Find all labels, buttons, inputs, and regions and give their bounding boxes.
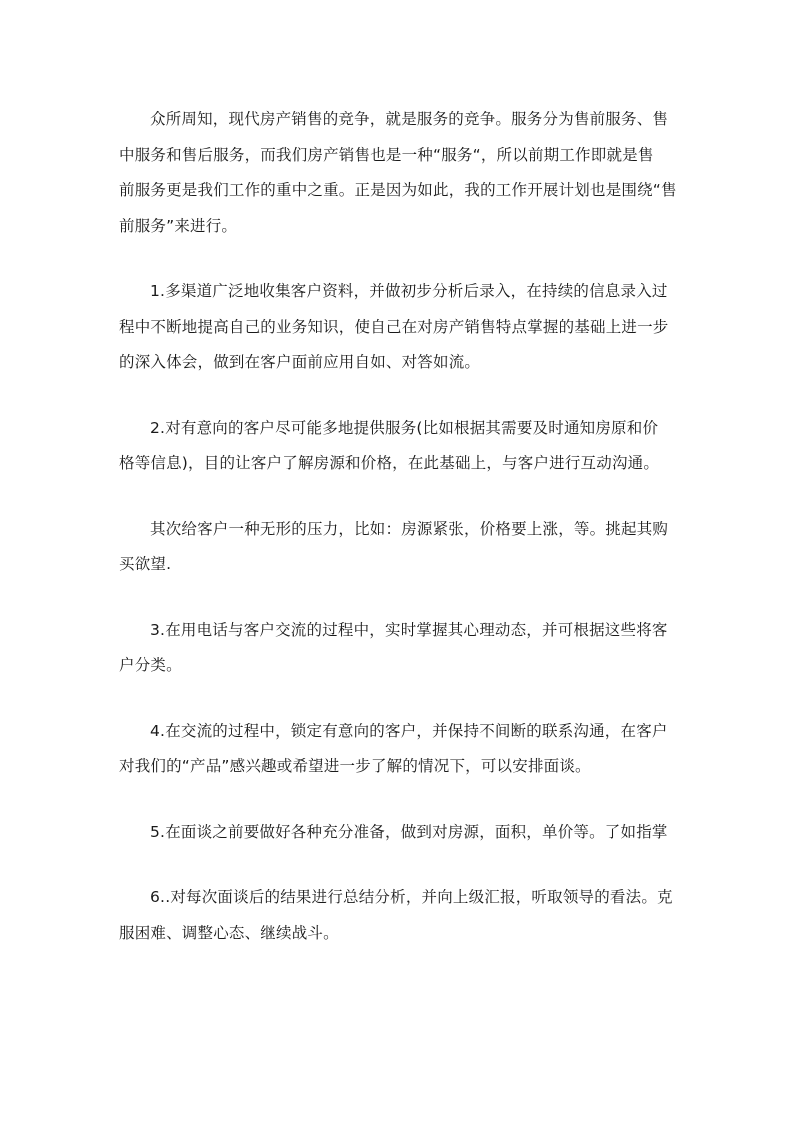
text-line: 户分类。	[119, 656, 182, 674]
text-line: 前服务”来进行。	[119, 216, 238, 235]
paragraph-item-4	[119, 714, 681, 785]
paragraph-intro	[119, 102, 681, 244]
text-line: 的深入体会，做到在客户面前应用自如、对答如流。	[119, 353, 481, 371]
paragraph-item-6	[119, 880, 681, 951]
text-line: 前服务更是我们工作的重中之重。正是因为如此，我的工作开展计划也是围绕“售	[119, 181, 677, 199]
paragraph-pressure	[119, 512, 681, 583]
text-line: 3.在用电话与客户交流的过程中，实时掌握其心理动态，并可根据这些将客	[150, 620, 668, 639]
text-line: 2.对有意向的客户尽可能多地提供服务(比如根据其需要及时通知房原和价	[150, 418, 659, 437]
paragraph-item-2	[119, 411, 681, 482]
text-line: 买欲望.	[119, 555, 172, 573]
document-body	[119, 102, 681, 981]
text-line: 4.在交流的过程中，锁定有意向的客户，并保持不间断的联系沟通，在客户	[150, 721, 668, 740]
text-line: 6..对每次面谈后的结果进行总结分析，并向上级汇报，听取领导的看法。克	[150, 888, 673, 906]
paragraph-item-1	[119, 274, 681, 381]
text-line: 程中不断地提高自己的业务知识，使自己在对房产销售特点掌握的基础上进一步	[119, 317, 669, 336]
text-line: 众所周知，现代房产销售的竞争，就是服务的竞争。服务分为售前服务、售	[150, 110, 669, 128]
text-line: 5.在面谈之前要做好各种充分准备，做到对房源，面积，单价等。了如指掌	[150, 822, 668, 841]
text-line: 格等信息)，目的让客户了解房源和价格，在此基础上，与客户进行互动沟通。	[119, 454, 660, 472]
paragraph-item-3	[119, 613, 681, 684]
text-line: 对我们的“产品”感兴趣或希望进一步了解的情况下，可以安排面谈。	[119, 757, 591, 775]
paragraph-item-5	[119, 815, 681, 851]
text-line: 1.多渠道广泛地收集客户资料，并做初步分析后录入，在持续的信息录入过	[150, 282, 668, 300]
text-line: 其次给客户一种无形的压力，比如：房源紧张，价格要上涨，等。挑起其购	[150, 519, 669, 538]
text-line: 中服务和售后服务，而我们房产销售也是一种“服务“，所以前期工作即就是售	[119, 145, 654, 164]
text-line: 服困难、调整心态、继续战斗。	[119, 923, 339, 942]
